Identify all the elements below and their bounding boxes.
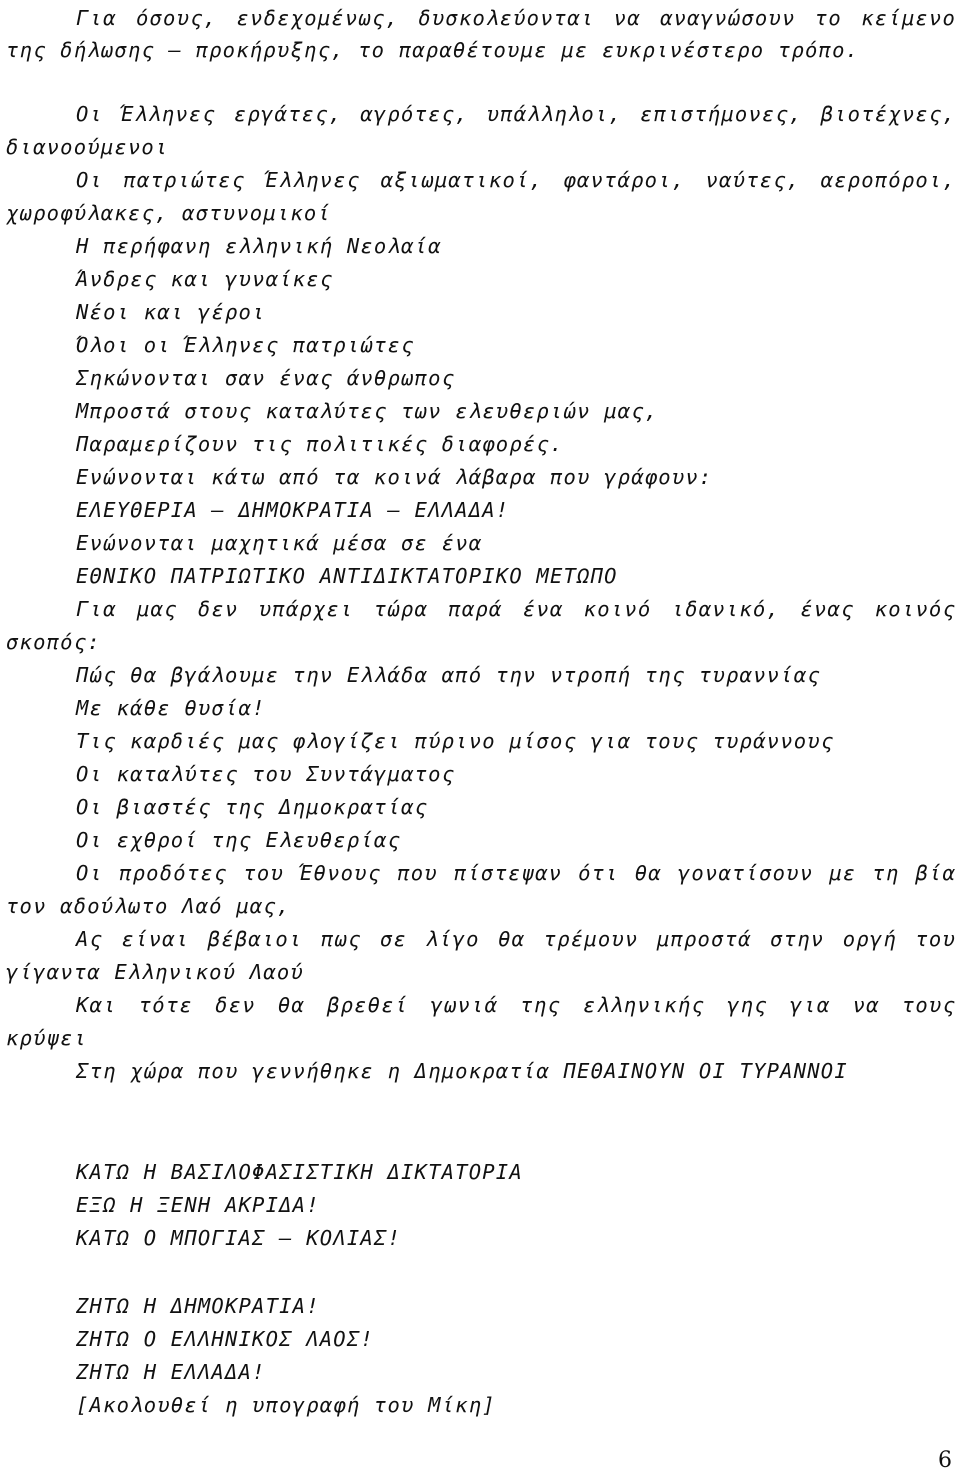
declaration-line: Ενώνονται μαχητικά μέσα σε ένα: [76, 531, 483, 555]
declaration-line: Σηκώνονται σαν ένας άνθρωπος: [76, 366, 456, 390]
slogan-line: ΚΑΤΩ Ο ΜΠΟΓΙΑΣ – ΚΟΛΙΑΣ!: [76, 1226, 402, 1250]
declaration-line: ΕΘΝΙΚΟ ΠΑΤΡΙΩΤΙΚΟ ΑΝΤΙΔΙΚΤΑΤΟΡΙΚΟ ΜΕΤΩΠΟ: [76, 564, 618, 588]
slogans-long-live: [76, 1290, 956, 1422]
declaration-line: Στη χώρα που γεννήθηκε η Δημοκρατία ΠΕΘΑΙΝΟΥΝ ΟΙ ΤΥΡΑΝΝΟΙ: [76, 1059, 848, 1083]
declaration-body: [6, 98, 956, 1088]
declaration-line: Νέοι και γέροι: [76, 300, 266, 324]
declaration-line: Όλοι οι Έλληνες πατριώτες: [76, 333, 415, 357]
declaration-line: Οι προδότες του Έθνους που πίστεψαν ότι θα γονατίσουν με τη βία τον αδούλωτο Λαό μας,: [6, 861, 956, 918]
slogan-line: ΖΗΤΩ Ο ΕΛΛΗΝΙΚΟΣ ΛΑΟΣ!: [76, 1327, 374, 1351]
declaration-line: Και τότε δεν θα βρεθεί γωνιά της ελληνικής γης για να τους κρύψει: [6, 993, 956, 1050]
declaration-line: Άνδρες και γυναίκες: [76, 267, 334, 291]
slogan-line: ΚΑΤΩ Η ΒΑΣΙΛΟΦΑΣΙΣΤΙΚΗ ΔΙΚΤΑΤΟΡΙΑ: [76, 1160, 523, 1184]
declaration-line: Με κάθε θυσία!: [76, 696, 266, 720]
declaration-line: ΕΛΕΥΘΕΡΙΑ – ΔΗΜΟΚΡΑΤΙΑ – ΕΛΛΑΔΑ!: [76, 498, 510, 522]
declaration-line: Η περήφανη ελληνική Νεολαία: [76, 234, 442, 258]
slogans-down: [76, 1156, 956, 1255]
slogan-line: ΖΗΤΩ Η ΔΗΜΟΚΡΑΤΙΑ!: [76, 1294, 320, 1318]
declaration-line: Οι εχθροί της Ελευθερίας: [76, 828, 402, 852]
declaration-line: Μπροστά στους καταλύτες των ελευθεριών μας,: [76, 399, 659, 423]
page-number: 6: [938, 1448, 952, 1473]
signature-note: [Ακολουθεί η υπογραφή του Μίκη]: [76, 1393, 496, 1417]
declaration-line: Παραμερίζουν τις πολιτικές διαφορές.: [76, 432, 564, 456]
declaration-line: Πώς θα βγάλουμε την Ελλάδα από την ντροπή της τυραννίας: [76, 663, 821, 687]
intro-paragraph: Για όσους, ενδεχομένως, δυσκολεύονται να αναγνώσουν το κείμενο της δήλωσης – προκήρυξης, το παραθέτουμε με ευκρινέστερο τρόπο.: [6, 6, 956, 62]
declaration-line: Ενώνονται κάτω από τα κοινά λάβαρα που γράφουν:: [76, 465, 713, 489]
declaration-line: Για μας δεν υπάρχει τώρα παρά ένα κοινό ιδανικό, ένας κοινός σκοπός:: [6, 597, 956, 654]
declaration-line: Οι πατριώτες Έλληνες αξιωματικοί, φαντάροι, ναύτες, αεροπόροι, χωροφύλακες, αστυνομικοί: [6, 168, 956, 225]
slogan-line: ΕΞΩ Η ΞΕΝΗ ΑΚΡΙΔΑ!: [76, 1193, 320, 1217]
declaration-line: Τις καρδιές μας φλογίζει πύρινο μίσος για τους τυράννους: [76, 729, 835, 753]
declaration-line: Οι καταλύτες του Συντάγματος: [76, 762, 456, 786]
declaration-line: Οι Έλληνες εργάτες, αγρότες, υπάλληλοι, επιστήμονες, βιοτέχνες, διανοούμενοι: [6, 102, 956, 159]
declaration-line: Ας είναι βέβαιοι πως σε λίγο θα τρέμουν μπροστά στην οργή του γίγαντα Ελληνικού Λαού: [6, 927, 956, 984]
declaration-line: Οι βιαστές της Δημοκρατίας: [76, 795, 429, 819]
slogan-line: ΖΗΤΩ Η ΕΛΛΑΔΑ!: [76, 1360, 266, 1384]
